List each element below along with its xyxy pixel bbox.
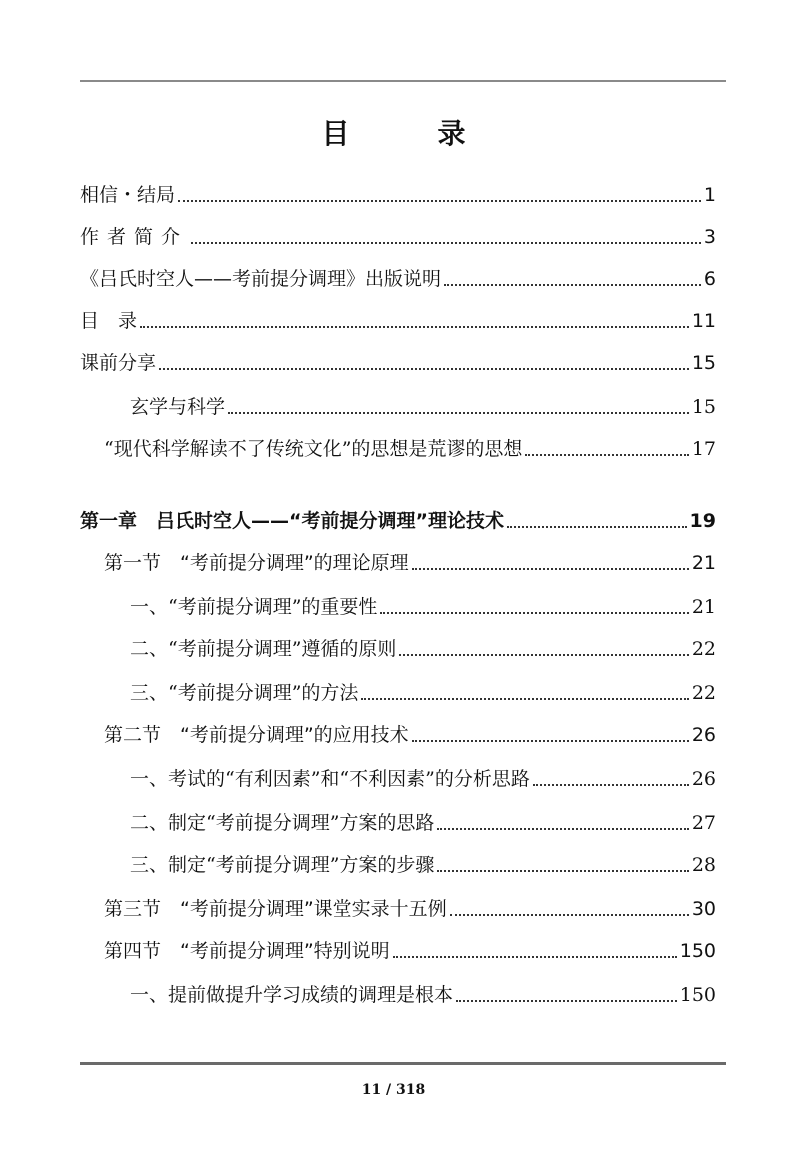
top-rule bbox=[80, 80, 726, 82]
toc-entry-label: 三、“考前提分调理”的方法 bbox=[130, 682, 359, 704]
toc-entry-label: 一、考试的“有利因素”和“不利因素”的分析思路 bbox=[130, 768, 530, 790]
toc-entry-modern-science[interactable] bbox=[104, 432, 716, 462]
toc-entry-page: 22 bbox=[691, 638, 716, 660]
dot-leader bbox=[437, 870, 688, 872]
toc-entry-1-1[interactable] bbox=[130, 590, 716, 620]
dot-leader bbox=[437, 828, 688, 830]
toc-entry-section-4[interactable] bbox=[104, 934, 716, 964]
toc-entry-page: 1 bbox=[703, 184, 716, 206]
page-indicator: 11 / 318 bbox=[361, 1082, 426, 1098]
dot-leader bbox=[178, 200, 701, 202]
dot-leader bbox=[361, 698, 688, 700]
toc-entry-label: 第一节 “考前提分调理”的理论原理 bbox=[104, 552, 409, 574]
toc-entry-label: 第一章 吕氏时空人——“考前提分调理”理论技术 bbox=[80, 510, 504, 532]
toc-entry-1-3[interactable] bbox=[130, 676, 716, 706]
dot-leader bbox=[191, 242, 701, 244]
toc-entry-2-3[interactable] bbox=[130, 848, 716, 878]
toc-entry-1-2[interactable] bbox=[130, 632, 716, 662]
toc-entry-page: 150 bbox=[679, 940, 716, 962]
toc-entry-4-1[interactable] bbox=[130, 978, 716, 1008]
toc-entry-2-2[interactable] bbox=[130, 806, 716, 836]
toc-entry-page: 19 bbox=[689, 510, 716, 532]
toc-entry-label: 第三节 “考前提分调理”课堂实录十五例 bbox=[104, 898, 447, 920]
toc-entry-label: 一、“考前提分调理”的重要性 bbox=[130, 596, 378, 618]
toc-entry-page: 30 bbox=[691, 898, 716, 920]
toc-entry-page: 26 bbox=[691, 724, 716, 746]
toc-entry-page: 15 bbox=[691, 352, 716, 374]
dot-leader bbox=[228, 412, 689, 414]
toc-entry-publishing-note[interactable] bbox=[80, 262, 716, 292]
dot-leader bbox=[525, 454, 688, 456]
toc-entry-section-3[interactable] bbox=[104, 892, 716, 922]
dot-leader bbox=[533, 784, 689, 786]
toc-entry-2-1[interactable] bbox=[130, 762, 716, 792]
dot-leader bbox=[159, 368, 689, 370]
dot-leader bbox=[393, 956, 677, 958]
toc-entry-section-2[interactable] bbox=[104, 718, 716, 748]
toc-entry-page: 21 bbox=[691, 596, 716, 618]
toc-entry-page: 150 bbox=[679, 984, 716, 1006]
toc-entry-label: 课前分享 bbox=[80, 352, 157, 374]
toc-entry-label: 三、制定“考前提分调理”方案的步骤 bbox=[130, 854, 435, 876]
toc-entry-label: 二、制定“考前提分调理”方案的思路 bbox=[130, 812, 435, 834]
bottom-rule bbox=[80, 1062, 726, 1065]
toc-entry-xiangxin[interactable] bbox=[80, 178, 716, 208]
toc-entry-page: 27 bbox=[691, 812, 716, 834]
toc-entry-page: 28 bbox=[691, 854, 716, 876]
toc-entry-label: 玄学与科学 bbox=[130, 396, 226, 418]
toc-entry-page: 11 bbox=[691, 310, 716, 332]
toc-entry-label: 目 录 bbox=[80, 310, 138, 332]
toc-entry-chapter-1[interactable] bbox=[80, 504, 716, 534]
toc-entry-label: 第二节 “考前提分调理”的应用技术 bbox=[104, 724, 409, 746]
toc-entry-page: 6 bbox=[703, 268, 716, 290]
dot-leader bbox=[456, 1000, 677, 1002]
toc-entry-contents[interactable] bbox=[80, 304, 716, 334]
toc-entry-page: 22 bbox=[691, 682, 716, 704]
toc-entry-page: 26 bbox=[691, 768, 716, 790]
toc-entry-pre-class[interactable] bbox=[80, 346, 716, 376]
toc-entry-label: 《吕氏时空人——考前提分调理》出版说明 bbox=[80, 268, 442, 290]
dot-leader bbox=[444, 284, 701, 286]
dot-leader bbox=[450, 914, 689, 916]
toc-entry-metaphysics[interactable] bbox=[130, 390, 716, 420]
toc-entry-label: 相信・结局 bbox=[80, 184, 176, 206]
toc-entry-author[interactable] bbox=[80, 220, 716, 250]
toc-entry-page: 3 bbox=[703, 226, 716, 248]
toc-entry-label: 作者简介 bbox=[80, 226, 189, 248]
dot-leader bbox=[412, 568, 689, 570]
toc-entry-page: 15 bbox=[691, 396, 716, 418]
toc-entry-page: 21 bbox=[691, 552, 716, 574]
dot-leader bbox=[140, 326, 689, 328]
dot-leader bbox=[412, 740, 689, 742]
toc-entry-label: “现代科学解读不了传统文化”的思想是荒谬的思想 bbox=[104, 438, 523, 460]
page-title: 目 录 bbox=[321, 117, 496, 150]
dot-leader bbox=[380, 612, 688, 614]
toc-entry-label: 第四节 “考前提分调理”特别说明 bbox=[104, 940, 390, 962]
toc-entry-label: 一、提前做提升学习成绩的调理是根本 bbox=[130, 984, 454, 1006]
toc-entry-section-1[interactable] bbox=[104, 546, 716, 576]
toc-entry-label: 二、“考前提分调理”遵循的原则 bbox=[130, 638, 397, 660]
dot-leader bbox=[399, 654, 688, 656]
dot-leader bbox=[507, 526, 687, 528]
toc-entry-page: 17 bbox=[691, 438, 716, 460]
